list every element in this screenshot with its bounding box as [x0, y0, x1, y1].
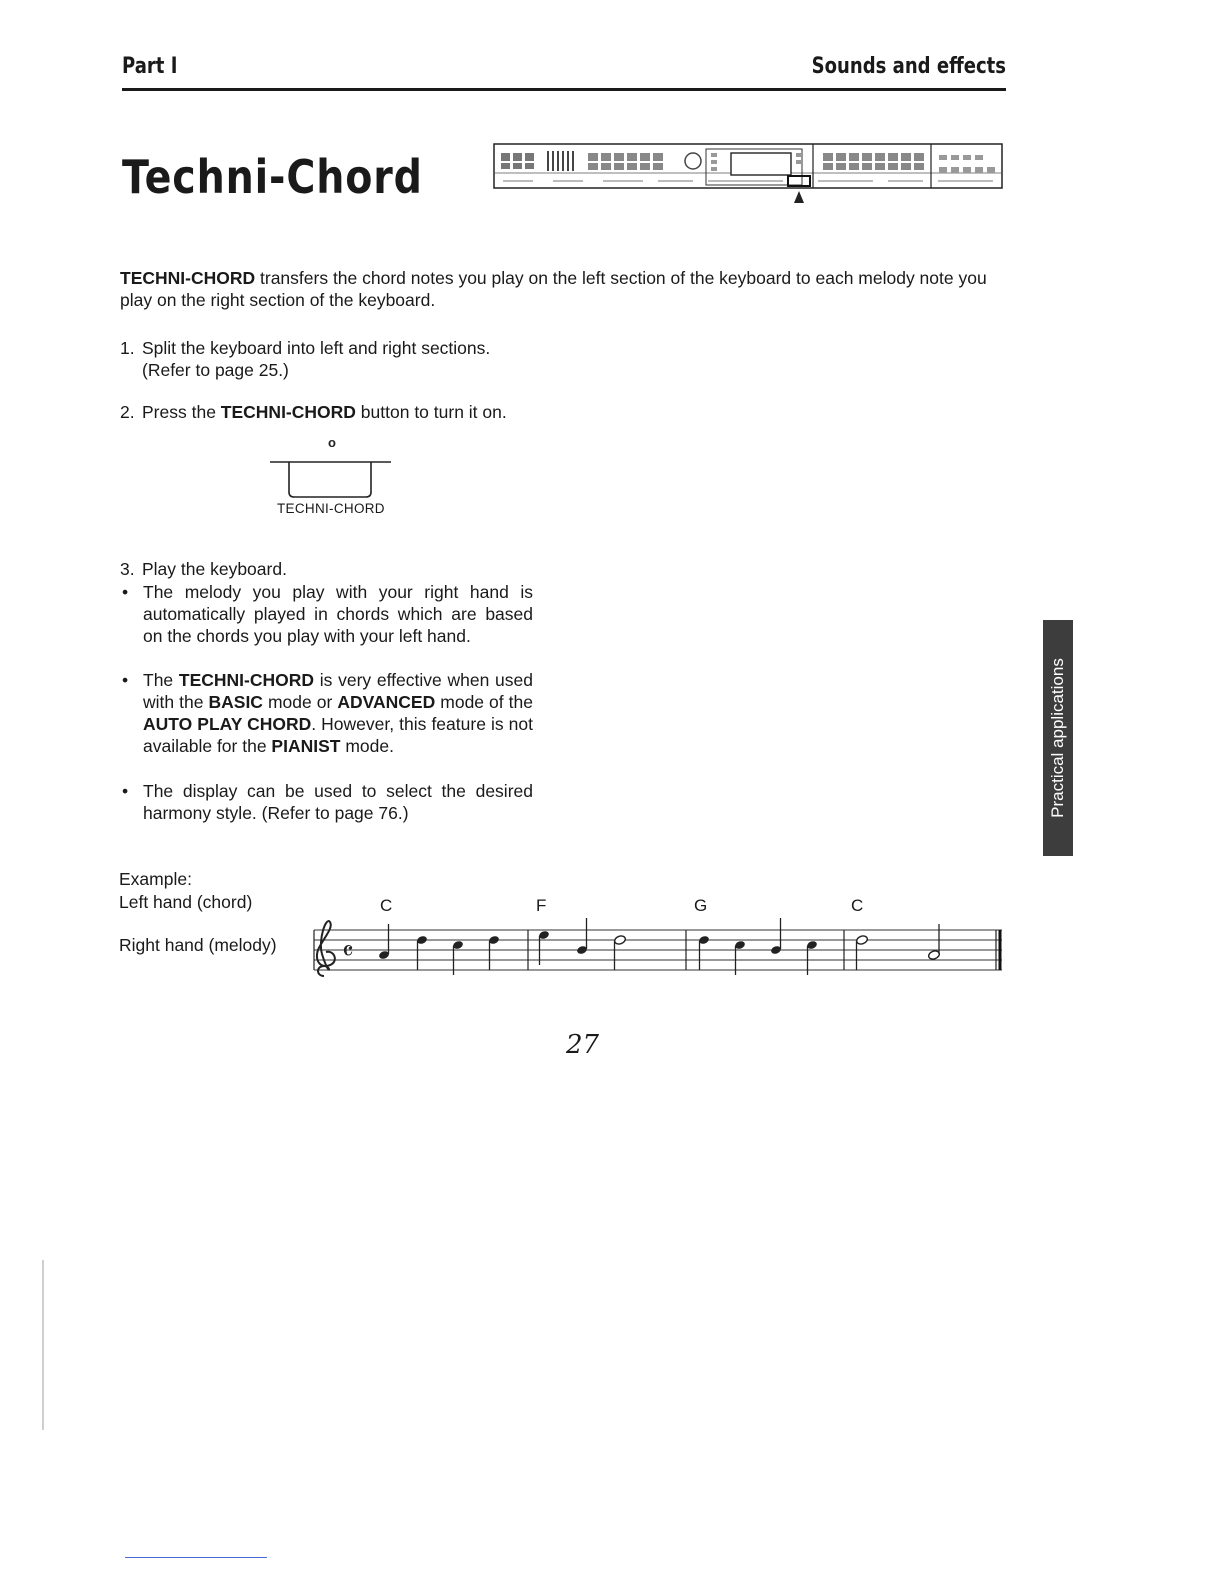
intro-term: TECHNI-CHORD — [120, 268, 256, 288]
header-rule — [122, 88, 1006, 91]
step-3-text: Play the keyboard. — [142, 559, 287, 579]
bullet-marker: • — [122, 781, 129, 801]
control-panel-illustration — [493, 143, 1003, 205]
page-number: 27 — [566, 1030, 600, 1060]
right-hand-label: Right hand (melody) — [119, 935, 277, 955]
common-time-symbol: 𝄴 — [342, 937, 354, 967]
bullet-marker: • — [122, 670, 129, 690]
section-side-tab — [1043, 620, 1073, 856]
step-1-reference: (Refer to page 25.) — [142, 360, 289, 380]
header-part-label: Part I — [122, 54, 178, 79]
chord-symbol: C — [851, 896, 864, 915]
step-2-number: 2. — [120, 402, 135, 422]
step-2-text-pre: Press the — [142, 402, 221, 422]
side-tab-label: Practical applications — [1048, 658, 1067, 818]
left-hand-label: Left hand (chord) — [119, 892, 253, 912]
step-2-button-name: TECHNI-CHORD — [220, 402, 356, 422]
bullet-1 — [120, 581, 533, 647]
step-1-number: 1. — [120, 338, 135, 358]
step-3 — [120, 558, 540, 580]
bullet-1-text: The melody you play with your right hand is automatically played in chords which are based on the chords you play with your left hand. — [143, 582, 533, 646]
step-2 — [120, 401, 540, 423]
step-3-number: 3. — [120, 559, 135, 579]
header-section-label: Sounds and effects — [811, 54, 1006, 79]
treble-clef-icon — [317, 921, 335, 976]
bullet-3 — [120, 780, 533, 824]
bullet-2 — [120, 669, 533, 757]
intro-text: transfers the chord notes you play on the left section of the keyboard to each melody note you play on the right section of the keyboard. — [120, 268, 987, 310]
button-led-indicator: o — [328, 435, 336, 450]
scan-edge-mark — [42, 1260, 44, 1430]
chord-symbol: C — [380, 896, 393, 915]
step-1-text: Split the keyboard into left and right sections. — [142, 338, 491, 358]
page-title: Techni-Chord — [122, 150, 423, 204]
intro-paragraph — [120, 267, 1010, 311]
bullet-2-text: The TECHNI-CHORD is very effective when used with the BASIC mode or ADVANCED mode of the AUTO PLAY CHORD. However, this feature is not available for the PIANIST mode. — [143, 670, 533, 756]
bullet-marker: • — [122, 582, 129, 602]
chord-symbol: G — [694, 896, 708, 915]
chord-symbol: F — [536, 896, 547, 915]
step-2-text-post: button to turn it on. — [355, 402, 507, 422]
bottom-rule — [125, 1557, 267, 1558]
techni-chord-button-label: TECHNI-CHORD — [277, 501, 385, 516]
example-label: Example: — [119, 869, 192, 889]
melody-staff — [306, 910, 1006, 990]
step-1 — [120, 337, 540, 381]
bullet-3-text: The display can be used to select the desired harmony style. (Refer to page 76.) — [143, 781, 533, 823]
